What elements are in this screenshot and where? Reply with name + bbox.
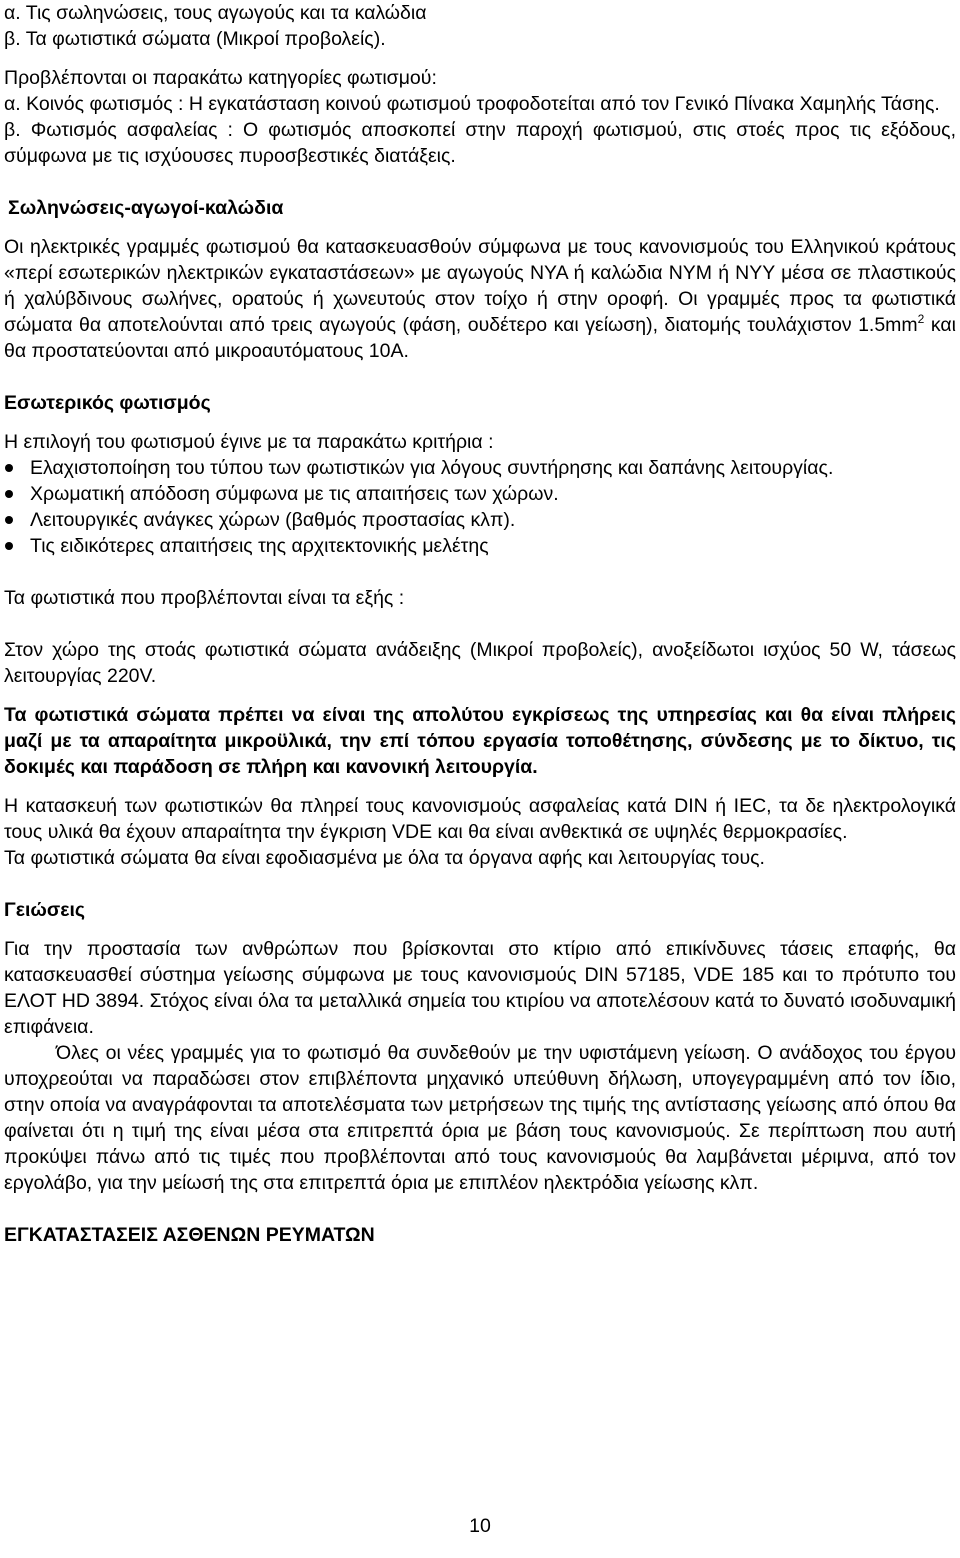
superscript-2: 2 bbox=[917, 312, 925, 326]
heading-conduits: Σωληνώσεις-αγωγοί-καλώδια bbox=[8, 197, 284, 219]
heading-grounding: Γειώσεις bbox=[4, 899, 86, 921]
fixtures-text: Στον χώρο της στοάς φωτιστικά σώματα ανάδειξης (Μικροί προβολείς), ανοξείδωτοι ισχύος 50 W, τάσεως λειτουργίας 220V. bbox=[4, 639, 956, 687]
bullet-icon bbox=[5, 516, 13, 524]
intro-line-a: α. Τις σωληνώσεις, τους αγωγούς και τα καλώδια bbox=[4, 2, 427, 24]
accessories-text: Τα φωτιστικά σώματα θα είναι εφοδιασμένα με όλα τα όργανα αφής και λειτουργίας τους. bbox=[4, 847, 765, 869]
list-item: Τις ειδικότερες απαιτήσεις της αρχιτεκτονικής μελέτης bbox=[4, 533, 956, 559]
category-a: α. Κοινός φωτισμός : Η εγκατάσταση κοινού φωτισμού τροφοδοτείται από τον Γενικό Πίνακα Χαμηλής Τάσης. bbox=[4, 93, 940, 115]
bullet-icon bbox=[5, 464, 13, 472]
heading-interior-lighting: Εσωτερικός φωτισμός bbox=[4, 392, 211, 414]
criteria-list bbox=[4, 455, 956, 559]
document-page bbox=[4, 0, 956, 1248]
list-item: Χρωματική απόδοση σύμφωνα με τις απαιτήσεις των χώρων. bbox=[4, 481, 956, 507]
fixtures-intro: Τα φωτιστικά που προβλέπονται είναι τα εξής : bbox=[4, 587, 405, 609]
approval-requirement: Τα φωτιστικά σώματα πρέπει να είναι της απολύτου εγκρίσεως της υπηρεσίας και θα είναι πλήρεις μαζί με τα απαραίτητα μικροϋλικά, την επί τόπου εργασία τοποθέτησης, σύνδεσης με το δίκτυο, τις δοκιμές και παράδοση σε πλήρη και κανονική λειτουργία. bbox=[4, 704, 956, 778]
conduits-text-end: και θα προστατεύονται από μικροαυτόματους 10Α. bbox=[4, 314, 956, 362]
list-item: Ελαχιστοποίηση του τύπου των φωτιστικών για λόγους συντήρησης και δαπάνης λειτουργίας. bbox=[4, 455, 956, 481]
categories-intro: Προβλέπονται οι παρακάτω κατηγορίες φωτισμού: bbox=[4, 67, 437, 89]
bullet-icon bbox=[5, 542, 13, 550]
list-item: Λειτουργικές ανάγκες χώρων (βαθμός προστασίας κλπ). bbox=[4, 507, 956, 533]
conduits-paragraph bbox=[4, 234, 956, 364]
intro-line-b: β. Τα φωτιστικά σώματα (Μικροί προβολείς). bbox=[4, 28, 386, 50]
bullet-icon bbox=[5, 490, 13, 498]
heading-weak-currents: ΕΓΚΑΤΑΣΤΑΣΕΙΣ ΑΣΘΕΝΩΝ ΡΕΥΜΑΤΩΝ bbox=[4, 1224, 375, 1246]
construction-text: Η κατασκευή των φωτιστικών θα πληρεί τους κανονισμούς ασφαλείας κατά DIN ή IEC, τα δε ηλεκτρολογικά τους υλικά θα έχουν απαραίτητα την έγκριση VDE και θα είναι ανθεκτικά σε υψηλές θερμοκρασίες. bbox=[4, 795, 956, 843]
grounding-paragraph-1: Για την προστασία των ανθρώπων που βρίσκονται στο κτίριο από επικίνδυνες τάσεις επαφής, θα κατασκευασθεί σύστημα γείωσης σύμφωνα με τους κανονισμούς DIN 57185, VDE 185 και το πρότυπο του ΕΛΟΤ HD 3894. Στόχος είναι όλα τα μεταλλικά σημεία του κτιρίου να αποτελέσουν κατά το δυνατό ισοδυναμική επιφάνεια. bbox=[4, 938, 956, 1038]
grounding-paragraph-2: Όλες οι νέες γραμμές για το φωτισμό θα συνδεθούν με την υφιστάμενη γείωση. Ο ανάδοχος του έργου υποχρεούται να παραδώσει στον επιβλέποντα μηχανικό υπεύθυνη δήλωση, υπογεγραμμένη από τον ίδιο, στην οποία να αναγράφονται τα αποτελέσματα των μετρήσεων της τιμής της αντίστασης γείωσης από όπου θα φαίνεται ότι η τιμή της είναι μέσα στα επιτρεπτά όρια με βάση τους κανονισμούς. Σε περίπτωση που αυτή προκύψει πάνω από τις τιμές που προβλέπονται από τους κανονισμούς θα λαμβάνεται μέριμνα, από τον εργολάβο, για την μείωσή της στα επιτρεπτά όρια με επιπλέον ηλεκτρόδια γείωσης κλπ. bbox=[4, 1042, 956, 1194]
conduits-text: Οι ηλεκτρικές γραμμές φωτισμού θα κατασκευασθούν σύμφωνα με τους κανονισμούς του Ελληνικού κράτους «περί εσωτερικών ηλεκτρικών εγκαταστάσεων» με αγωγούς ΝΥΑ ή καλώδια ΝΥΜ ή ΝΥΥ μέσα σε πλαστικούς ή χαλύβδινους σωλήνες, ορατούς ή χωνευτούς στον τοίχο ή στην οροφή. Οι γραμμές προς τα φωτιστικά σώματα θα αποτελούνται από τρεις αγωγούς (φάση, ουδέτερο και γείωση), διατομής τουλάχιστον 1.5mm bbox=[4, 236, 956, 336]
category-b: β. Φωτισμός ασφαλείας : Ο φωτισμός αποσκοπεί στην παροχή φωτισμού, στις στοές προς τις εξόδους, σύμφωνα με τις ισχύουσες πυροσβεστικές διατάξεις. bbox=[4, 119, 956, 167]
criteria-intro: Η επιλογή του φωτισμού έγινε με τα παρακάτω κριτήρια : bbox=[4, 431, 494, 453]
page-number: 10 bbox=[469, 1515, 491, 1537]
